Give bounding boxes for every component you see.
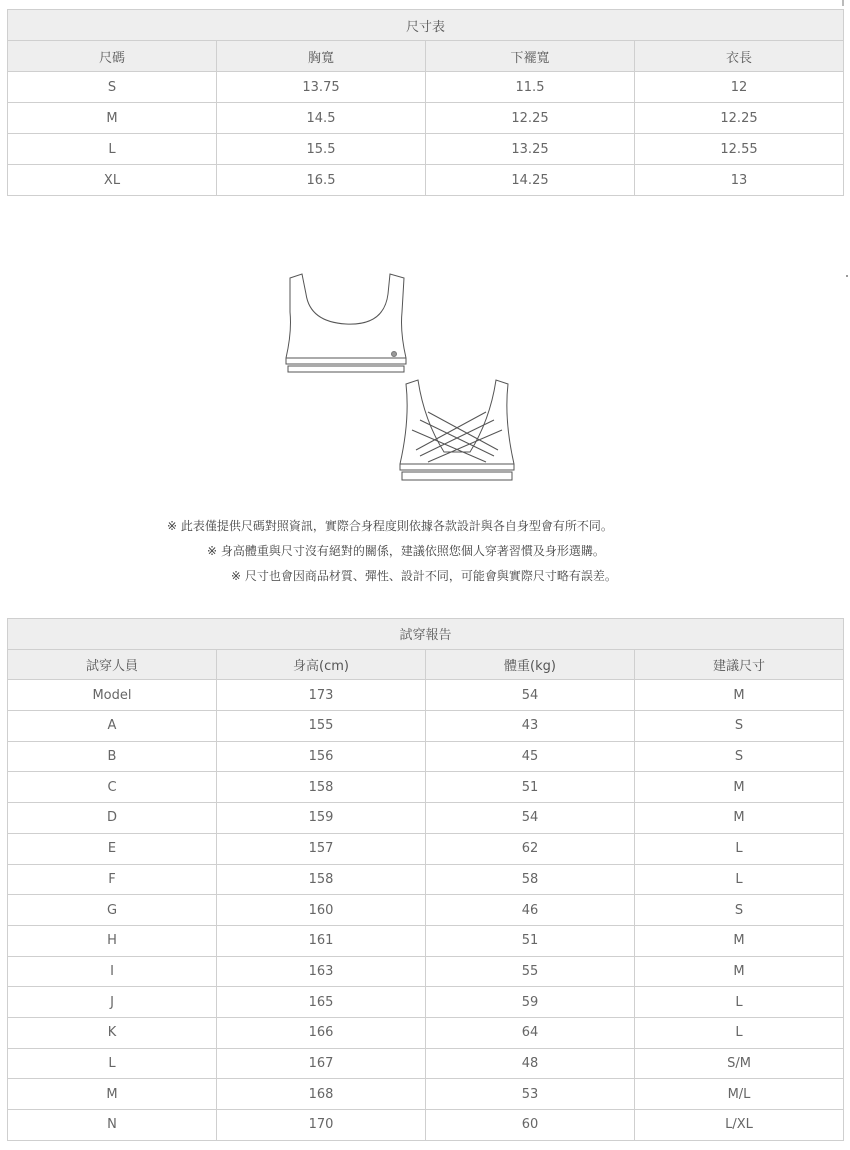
table-cell: 167 xyxy=(217,1048,426,1079)
bra-front-view xyxy=(286,274,406,372)
table-cell: 15.5 xyxy=(217,134,426,165)
table-cell: 160 xyxy=(217,895,426,926)
table-cell: F xyxy=(8,864,217,895)
table-cell: Model xyxy=(8,680,217,711)
size-chart-table xyxy=(7,9,844,196)
table-cell: G xyxy=(8,895,217,926)
edge-artifact xyxy=(842,0,844,6)
sports-bra-illustration xyxy=(280,272,530,484)
size-chart-title: 尺寸表 xyxy=(8,10,844,41)
table-row xyxy=(8,165,844,196)
table-row xyxy=(8,925,844,956)
size-chart-header-row xyxy=(8,41,844,72)
table-cell: L xyxy=(635,833,844,864)
table-cell: 62 xyxy=(426,833,635,864)
table-cell: 64 xyxy=(426,1017,635,1048)
table-cell: 165 xyxy=(217,987,426,1018)
table-cell: L xyxy=(8,134,217,165)
table-cell: 16.5 xyxy=(217,165,426,196)
table-row xyxy=(8,72,844,103)
table-row xyxy=(8,741,844,772)
table-row xyxy=(8,103,844,134)
table-cell: 53 xyxy=(426,1079,635,1110)
table-cell: L xyxy=(8,1048,217,1079)
table-cell: S xyxy=(635,741,844,772)
header-size: 尺碼 xyxy=(8,41,217,72)
table-cell: M xyxy=(635,680,844,711)
table-cell: N xyxy=(8,1110,217,1141)
table-cell: S xyxy=(8,72,217,103)
table-cell: 13.25 xyxy=(426,134,635,165)
table-cell: H xyxy=(8,925,217,956)
table-cell: 58 xyxy=(426,864,635,895)
table-cell: 12.25 xyxy=(635,103,844,134)
table-cell: 155 xyxy=(217,711,426,742)
table-cell: XL xyxy=(8,165,217,196)
table-cell: 55 xyxy=(426,956,635,987)
table-cell: 45 xyxy=(426,741,635,772)
table-cell: 13.75 xyxy=(217,72,426,103)
table-cell: 54 xyxy=(426,680,635,711)
table-cell: S xyxy=(635,895,844,926)
header-weight: 體重(kg) xyxy=(426,649,635,680)
table-row xyxy=(8,895,844,926)
table-row xyxy=(8,772,844,803)
table-row xyxy=(8,680,844,711)
table-cell: A xyxy=(8,711,217,742)
table-row xyxy=(8,833,844,864)
table-cell: L/XL xyxy=(635,1110,844,1141)
table-row xyxy=(8,956,844,987)
table-cell: 163 xyxy=(217,956,426,987)
table-cell: 158 xyxy=(217,864,426,895)
table-cell: 11.5 xyxy=(426,72,635,103)
table-cell: L xyxy=(635,864,844,895)
table-cell: 48 xyxy=(426,1048,635,1079)
table-cell: 14.5 xyxy=(217,103,426,134)
table-cell: 59 xyxy=(426,987,635,1018)
table-cell: J xyxy=(8,987,217,1018)
table-cell: M xyxy=(635,956,844,987)
table-cell: 54 xyxy=(426,803,635,834)
table-cell: K xyxy=(8,1017,217,1048)
table-cell: S/M xyxy=(635,1048,844,1079)
table-cell: 156 xyxy=(217,741,426,772)
table-cell: M xyxy=(635,772,844,803)
table-cell: 46 xyxy=(426,895,635,926)
bra-back-view xyxy=(400,380,514,480)
table-cell: M xyxy=(8,1079,217,1110)
table-row xyxy=(8,864,844,895)
table-cell: 12 xyxy=(635,72,844,103)
table-row xyxy=(8,1048,844,1079)
table-cell: 159 xyxy=(217,803,426,834)
table-cell: L xyxy=(635,987,844,1018)
table-row xyxy=(8,711,844,742)
table-cell: M xyxy=(635,925,844,956)
table-cell: C xyxy=(8,772,217,803)
table-cell: B xyxy=(8,741,217,772)
header-chest-width: 胸寬 xyxy=(217,41,426,72)
edge-artifact xyxy=(846,275,848,277)
table-cell: 161 xyxy=(217,925,426,956)
table-cell: 157 xyxy=(217,833,426,864)
table-row xyxy=(8,1110,844,1141)
table-cell: D xyxy=(8,803,217,834)
table-row xyxy=(8,803,844,834)
table-row xyxy=(8,134,844,165)
table-cell: L xyxy=(635,1017,844,1048)
header-height: 身高(cm) xyxy=(217,649,426,680)
table-row xyxy=(8,1017,844,1048)
table-cell: M xyxy=(8,103,217,134)
table-cell: 43 xyxy=(426,711,635,742)
header-recommended-size: 建議尺寸 xyxy=(635,649,844,680)
table-cell: M/L xyxy=(635,1079,844,1110)
table-cell: 60 xyxy=(426,1110,635,1141)
table-cell: E xyxy=(8,833,217,864)
header-length: 衣長 xyxy=(635,41,844,72)
header-tester: 試穿人員 xyxy=(8,649,217,680)
table-cell: 158 xyxy=(217,772,426,803)
table-cell: S xyxy=(635,711,844,742)
table-cell: 173 xyxy=(217,680,426,711)
table-cell: 168 xyxy=(217,1079,426,1110)
table-cell: 12.25 xyxy=(426,103,635,134)
size-chart-title-row xyxy=(8,10,844,41)
table-cell: 14.25 xyxy=(426,165,635,196)
note-line: ※ 身高體重與尺寸沒有絕對的關係，建議依照您個人穿著習慣及身形選購。 xyxy=(207,544,605,558)
table-cell: 170 xyxy=(217,1110,426,1141)
note-line: ※ 尺寸也會因商品材質、彈性、設計不同，可能會與實際尺寸略有誤差。 xyxy=(231,569,617,583)
fit-report-table xyxy=(7,618,844,1141)
fit-report-title-row xyxy=(8,619,844,650)
table-cell: 51 xyxy=(426,925,635,956)
table-row xyxy=(8,987,844,1018)
header-hem-width: 下襬寬 xyxy=(426,41,635,72)
table-row xyxy=(8,1079,844,1110)
table-cell: I xyxy=(8,956,217,987)
table-cell: 12.55 xyxy=(635,134,844,165)
table-cell: 51 xyxy=(426,772,635,803)
table-cell: M xyxy=(635,803,844,834)
fit-report-title: 試穿報告 xyxy=(8,619,844,650)
table-cell: 13 xyxy=(635,165,844,196)
fit-report-header-row xyxy=(8,649,844,680)
note-line: ※ 此表僅提供尺碼對照資訊，實際合身程度則依據各款設計與各自身型會有所不同。 xyxy=(167,519,613,533)
table-cell: 166 xyxy=(217,1017,426,1048)
